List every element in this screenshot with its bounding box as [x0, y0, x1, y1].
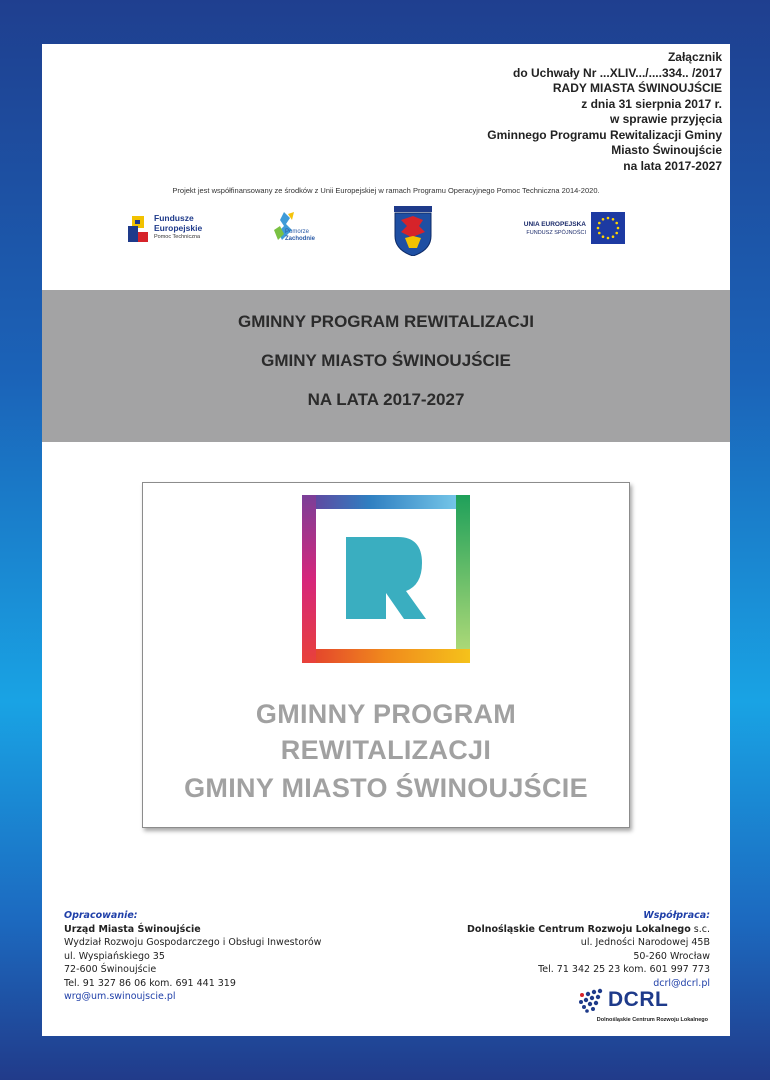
- fe-title: Fundusze: [154, 213, 194, 223]
- cooperation-block: [467, 909, 710, 990]
- cooperation-city: 50-260 Wrocław: [633, 950, 710, 962]
- pomorze-zachodnie-logo: [268, 208, 348, 250]
- resolution-line: Miasto Świnoujście: [611, 143, 722, 157]
- prepared-by-street: ul. Wyspiańskiego 35: [64, 950, 165, 962]
- resolution-line: RADY MIASTA ŚWINOUJŚCIE: [552, 81, 722, 95]
- card-title-line: GMINY MIASTO ŚWINOUJŚCIE: [184, 773, 588, 803]
- fe-subtitle: Pomoc Techniczna: [154, 234, 201, 240]
- swinoujscie-crest-icon: [391, 206, 435, 256]
- card-title-line: REWITALIZACJI: [280, 735, 492, 765]
- eu-subtitle: FUNDUSZ SPÓJNOŚCI: [526, 230, 586, 236]
- band-title-line: GMINY MIASTO ŚWINOUJŚCIE: [261, 351, 511, 370]
- fe-title: Europejskie: [154, 222, 203, 233]
- cooperation-street: ul. Jedności Narodowej 45B: [580, 937, 710, 948]
- resolution-line: z dnia 31 sierpnia 2017 r.: [581, 96, 722, 111]
- dcrl-logo-text: DCRL: [608, 988, 669, 1011]
- eu-flag-icon: [591, 212, 625, 244]
- cooperation-org-suffix: s.c.: [690, 923, 710, 935]
- cooperation-org: Dolnośląskie Centrum Rozwoju Lokalnego: [467, 923, 691, 935]
- cooperation-phone: Tel. 71 342 25 23 kom. 601 997 773: [538, 964, 710, 975]
- resolution-line: do Uchwały Nr ...XLIV.../....334.. /2017: [513, 65, 722, 80]
- pz-line: Zachodnie: [285, 236, 316, 242]
- funding-logos: [42, 208, 730, 258]
- resolution-line: na lata 2017-2027: [623, 158, 722, 173]
- eu-cohesion-fund-logo: [502, 212, 626, 248]
- fe-flag-icon: [128, 214, 148, 242]
- prepared-by-city: 72-600 Świnoujście: [64, 964, 157, 975]
- prepared-by-org: Urząd Miasta Świnoujście: [64, 923, 201, 935]
- revitalization-r-logo-icon: [302, 495, 470, 663]
- card-title-line: GMINNY PROGRAM: [255, 699, 517, 729]
- eu-title: UNIA EUROPEJSKA: [523, 221, 586, 228]
- title-band: [42, 290, 730, 442]
- cofinancing-note: Projekt jest współfinansowany ze środków z Unii Europejskiej w ramach Programu Operacyjnego Pomoc Techniczna 2014-2020.: [172, 186, 600, 195]
- prepared-by-block: [64, 909, 321, 1004]
- band-title-line: GMINNY PROGRAM REWITALIZACJI: [238, 312, 534, 331]
- prepared-by-dept: Wydział Rozwoju Gospodarczego i Obsługi Inwestorów: [64, 937, 322, 948]
- program-logo-card: [142, 482, 630, 828]
- dcrl-logo-subtitle: Dolnośląskie Centrum Rozwoju Lokalnego: [596, 1017, 708, 1023]
- resolution-line: Załącznik: [667, 50, 722, 64]
- document-page: [42, 44, 730, 1036]
- cooperation-label: Współpraca:: [643, 910, 710, 921]
- band-title-line: NA LATA 2017-2027: [307, 390, 465, 409]
- prepared-by-email[interactable]: wrg@um.swinoujscie.pl: [64, 991, 176, 1002]
- resolution-header: [487, 50, 722, 174]
- cooperation-email[interactable]: dcrl@dcrl.pl: [653, 977, 710, 989]
- pz-line: Pomorze: [285, 229, 310, 235]
- dcrl-logo: [578, 988, 708, 1028]
- prepared-by-label: Opracowanie:: [64, 910, 138, 921]
- resolution-line: Gminnego Programu Rewitalizacji Gminy: [487, 127, 722, 142]
- resolution-line: w sprawie przyjęcia: [609, 112, 722, 126]
- prepared-by-phone: Tel. 91 327 86 06 kom. 691 441 319: [64, 977, 236, 989]
- dcrl-dots-icon: [578, 988, 606, 1014]
- fundusze-europejskie-logo: [128, 212, 218, 252]
